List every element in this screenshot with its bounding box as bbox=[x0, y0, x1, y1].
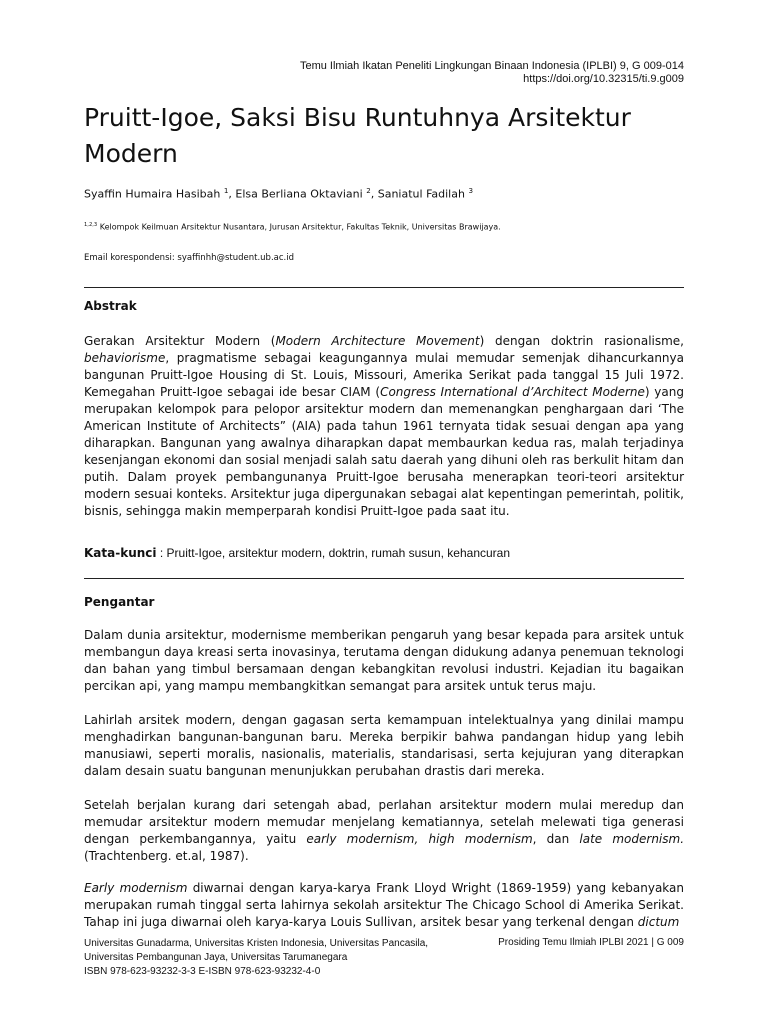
paper-title: Pruitt-Igoe, Saksi Bisu Runtuhnya Arsitektur Modern bbox=[84, 103, 631, 168]
italic-text: late modernism. bbox=[579, 832, 685, 846]
journal-line: Temu Ilmiah Ikatan Peneliti Lingkungan Binaan Indonesia (IPLBI) 9, G 009-014 bbox=[299, 60, 684, 72]
author-sup: 3 bbox=[468, 186, 473, 195]
footer-affiliations bbox=[84, 937, 428, 979]
text-run: Setelah berjalan kurang dari setengah abad, perlahan arsitektur modern mulai meredup dan memudar arsitektur modern memudar menjelang kematiannya, setelah melewati tiga generasi dengan perkembangannya, yaitu bbox=[84, 798, 684, 846]
keywords bbox=[84, 546, 510, 560]
affiliation bbox=[84, 222, 501, 232]
intro-paragraph bbox=[84, 797, 684, 865]
doi-link[interactable]: https://doi.org/10.32315/ti.9.g009 bbox=[523, 73, 684, 85]
italic-text: dictum bbox=[637, 915, 680, 929]
italic-text: Early modernism bbox=[84, 881, 188, 895]
author-sup: 1 bbox=[223, 186, 229, 195]
section-divider bbox=[84, 287, 684, 288]
text-run: ) yang merupakan kelompok para pelopor arsitektur modern dan memenangkan penghargaan dari ‘The American Institute of Architects” (AIA) pada tahun 1961 ternyata tidak sesuai dengan apa yang diharapkan. Bangunan yang awalnya diharapkan dapat membaurkan kedua ras, malah terjadinya kesenjangan ekonomi dan sosial menjadi salah satu daerah yang dihuni oleh ras berkulit hitam dan putih. Dalam proyek pembangunanya Pruitt-Igoe berusaha menerapkan teori-teori arsitektur modern sesuai konteks. Arsitektur juga dipergunakan sebagai alat kepentingan pemerintah, politik, bisnis, sehingga makin memperparah kondisi Pruitt-Igoe pada saat itu. bbox=[84, 385, 684, 518]
author-sup: 2 bbox=[366, 186, 371, 195]
running-header bbox=[300, 60, 684, 86]
footer-page-info: Prosiding Temu Ilmiah IPLBI 2021 | G 009 bbox=[498, 937, 684, 948]
author-list bbox=[84, 186, 473, 201]
intro-paragraph bbox=[84, 627, 684, 695]
intro-paragraph bbox=[84, 880, 684, 931]
author-separator: , bbox=[370, 187, 378, 201]
text-run: Dalam dunia arsitektur, modernisme memberikan pengaruh yang besar kepada para arsitek untuk membangun daya kreasi serta inovasinya, terutama dengan didukung adanya penemuan teknologi dan bahan yang timbul bersamaan dengan kebangkitan revolusi industri. Kejadian itu bagaikan percikan api, yang mampu membangkitkan semangat para arsitek untuk terus maju. bbox=[84, 628, 684, 693]
text-run: , pragmatisme sebagai keagungannya mulai memudar semenjak dihancurkannya bangunan Pruitt-Igoe Housing di St. Louis, Missouri, Amerika Serikat pada tanggal 15 Juli 1972. Kemegahan Pruitt-Igoe sebagai ide besar CIAM ( bbox=[84, 351, 684, 399]
footer-line: Universitas Gunadarma, Universitas Kristen Indonesia, Universitas Pancasila, bbox=[84, 938, 429, 949]
affiliation-sup: 1,2,3 bbox=[84, 222, 98, 228]
italic-text: Congress International d’Architect Moderne bbox=[380, 385, 645, 399]
intro-paragraph bbox=[84, 712, 684, 780]
text-run: Lahirlah arsitek modern, dengan gagasan serta kemampuan intelektualnya yang dinilai mampu menghadirkan bangunan-bangunan baru. Mereka berpikir bahwa pandangan hidup yang lebih manusiawi, seperti moralis, nasionalis, materialis, standarisasi, serta kejujuran yang diterapkan dalam desain suatu bangunan menunjukkan perubahan drastis dari mereka. bbox=[84, 713, 684, 778]
footer-isbn: ISBN 978-623-93232-3-3 E-ISBN 978-623-93232-4-0 bbox=[84, 966, 321, 977]
author-name: Saniatul Fadilah bbox=[377, 187, 469, 201]
text-run: (Trachtenberg. et.al, 1987). bbox=[84, 849, 249, 863]
author-name: Elsa Berliana Oktaviani bbox=[235, 187, 367, 201]
affiliation-text: Kelompok Keilmuan Arsitektur Nusantara, Jurusan Arsitektur, Fakultas Teknik, Universitas Brawijaya. bbox=[97, 222, 501, 232]
author-name: Syaffin Humaira Hasibah bbox=[84, 187, 224, 201]
author-separator: , bbox=[228, 187, 236, 201]
section-divider bbox=[84, 578, 684, 579]
abstract-body bbox=[84, 333, 684, 520]
footer-line: Universitas Pembangunan Jaya, Universitas Tarumanegara bbox=[84, 952, 348, 963]
text-run: Gerakan Arsitektur Modern ( bbox=[84, 334, 276, 348]
italic-text: Modern Architecture Movement bbox=[275, 334, 480, 348]
text-run: , dan bbox=[532, 832, 580, 846]
italic-text: behaviorisme bbox=[84, 351, 166, 365]
correspondence-email: Email korespondensi: syaffinhh@student.ub.ac.id bbox=[84, 253, 294, 263]
keywords-label: Kata-kunci bbox=[84, 546, 157, 560]
text-run: ) dengan doktrin rasionalisme, bbox=[479, 334, 684, 348]
italic-text: early modernism, high modernism bbox=[306, 832, 533, 846]
text-run: diwarnai dengan karya-karya Frank Lloyd Wright (1869-1959) yang kebanyakan merupakan rumah tinggal serta lahirnya sekolah arsitektur The Chicago School di Amerika Serikat. Tahap ini juga diwarnai oleh karya-karya Louis Sullivan, arsitek besar yang terkenal dengan bbox=[84, 881, 684, 929]
keywords-text: : Pruitt-Igoe, arsitektur modern, doktrin, rumah susun, kehancuran bbox=[156, 546, 511, 560]
abstract-heading: Abstrak bbox=[84, 299, 137, 313]
intro-heading: Pengantar bbox=[84, 595, 155, 609]
